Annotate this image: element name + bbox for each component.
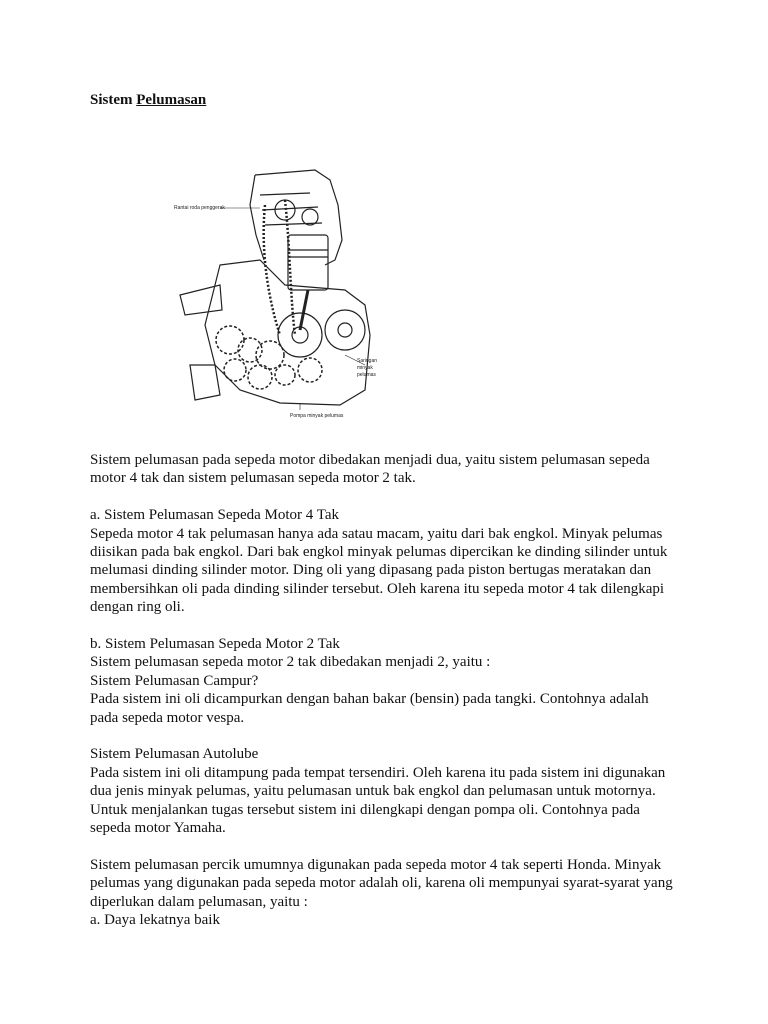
text-line: b. Sistem Pelumasan Sepeda Motor 2 Tak xyxy=(90,636,340,653)
text-line: Sistem Pelumasan Autolube xyxy=(90,746,259,763)
text-line: dua jenis minyak pelumas, yaitu pelumasan untuk bak engkol dan pelumasan untuk motornya. xyxy=(90,783,656,800)
text-line: a. Sistem Pelumasan Sepeda Motor 4 Tak xyxy=(90,507,340,524)
title-prefix: Sistem xyxy=(90,92,133,108)
text-line: diisikan pada bak engkol. Dari bak engkol minyak pelumas dipercikan ke dinding silinder untuk xyxy=(90,544,668,561)
text-line: Sistem pelumasan pada sepeda motor dibedakan menjadi dua, yaitu sistem pelumasan sepeda xyxy=(90,452,650,468)
title-underlined-word: Pelumasan xyxy=(136,92,207,108)
text-line: melumasi dinding silinder motor. Ding oli yang dipasang pada piston bertugas meratakan dan xyxy=(90,562,652,579)
label-bottom: Pompa minyak pelumas xyxy=(290,413,344,419)
text-line: Untuk menjalankan tugas tersebut sistem ini dilengkapi dengan pompa oli. Contohnya pada xyxy=(90,801,640,818)
text-line: a. Daya lekatnya baik xyxy=(90,912,220,929)
text-line: membersihkan oli pada dinding silinder tersebut. Oleh karena itu sepeda motor 4 tak dilengkapi xyxy=(90,580,665,597)
paragraph-gap xyxy=(90,837,690,855)
paragraph-gap xyxy=(90,727,690,745)
text-line: sepeda motor Yamaha. xyxy=(90,820,226,837)
text-line: Sistem pelumasan sepeda motor 2 tak dibedakan menjadi 2, yaitu : xyxy=(90,654,491,671)
text-line: diperlukan dalam pelumasan, yaitu : xyxy=(90,893,308,910)
page-title xyxy=(90,92,206,109)
text-line: dengan ring oli. xyxy=(90,599,185,616)
body-text xyxy=(90,451,690,930)
label-right-3: pelumas xyxy=(357,372,376,378)
engine-lubrication-diagram xyxy=(160,165,390,425)
text-line: motor 4 tak dan sistem pelumasan sepeda motor 2 tak. xyxy=(90,470,416,487)
text-line: Sistem pelumasan percik umumnya digunakan pada sepeda motor 4 tak seperti Honda. Minyak xyxy=(90,856,662,873)
paragraph-gap xyxy=(90,488,690,506)
paragraph-gap xyxy=(90,617,690,635)
text-line: Sistem Pelumasan Campur? xyxy=(90,672,259,689)
text-line: Pada sistem ini oli ditampung pada tempat tersendiri. Oleh karena itu pada sistem ini digunakan xyxy=(90,764,666,781)
text-line: Pada sistem ini oli dicampurkan dengan bahan bakar (bensin) pada tangki. Contohnya adalah xyxy=(90,691,649,708)
label-right-2: minyak xyxy=(357,365,373,371)
label-right-1: Saringan xyxy=(357,358,378,364)
label-top: Rantai rodа penggerak xyxy=(174,205,225,211)
text-line: Sepeda motor 4 tak pelumasan hanya ada satau macam, yaitu dari bak engkol. Minyak pelumas xyxy=(90,525,663,542)
text-line: pelumas yang digunakan pada sepeda motor adalah oli, karena oli mempunyai syarat-syarat yang xyxy=(90,875,673,892)
text-line: pada sepeda motor vespa. xyxy=(90,709,245,726)
